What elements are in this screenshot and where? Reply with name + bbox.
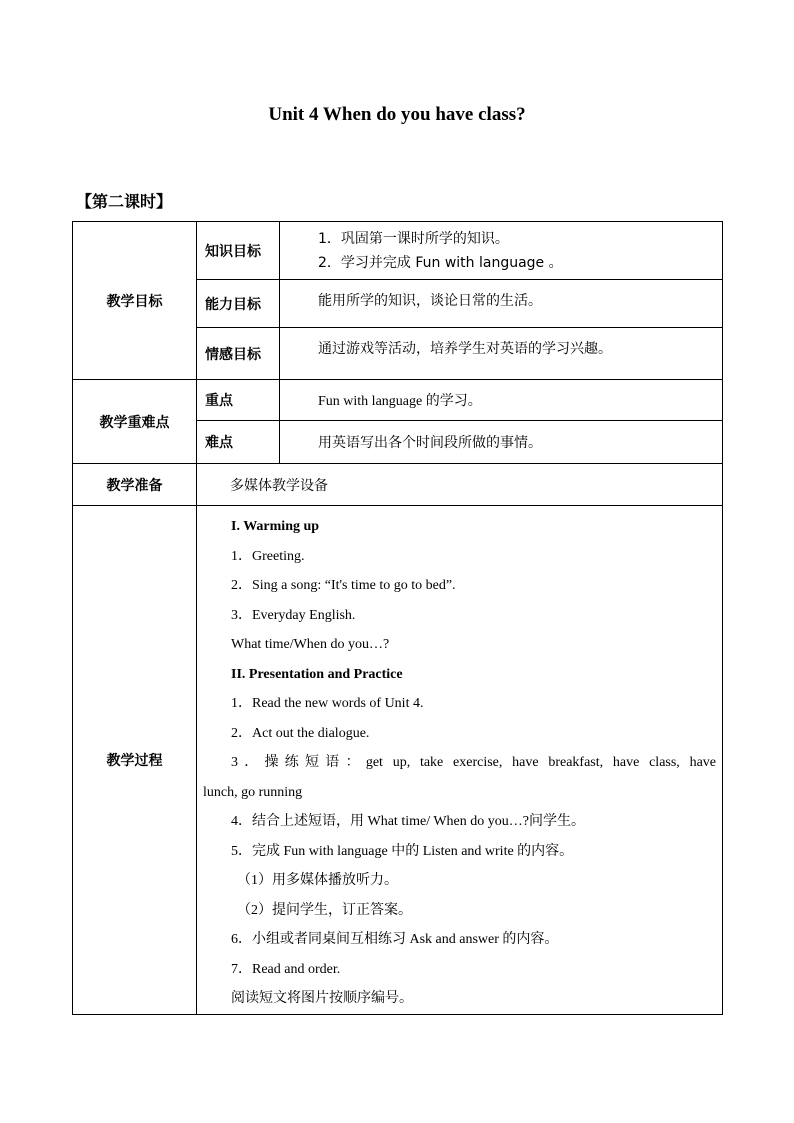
process-item: 4．结合上述短语，用 What time/ When do you…?问学生。 [231, 814, 585, 829]
focus-content: Fun with language 的学习。 [280, 380, 723, 421]
warmup-item: 3．Everyday English. [231, 607, 356, 623]
warmup-item: 1．Greeting. [231, 548, 305, 564]
preparation-category: 教学准备 [73, 464, 197, 506]
knowledge-goal-line: 2．学习并完成 Fun with language 。 [318, 254, 563, 271]
process-item: 6．小组或者同桌间互相练习 Ask and answer 的内容。 [231, 932, 559, 947]
focus-label: 重点 [197, 380, 280, 421]
process-subitem: （1）用多媒体播放听力。 [237, 873, 398, 888]
knowledge-goal-line: 1．巩固第一课时所学的知识。 [318, 230, 509, 247]
warmup-heading: I. Warming up [231, 519, 320, 534]
process-content [197, 506, 723, 1015]
warmup-item: 2．Sing a song: “It's time to go to bed”. [231, 578, 456, 593]
difficulty-content: 用英语写出各个时间段所做的事情。 [280, 421, 723, 464]
ability-goal-content: 能用所学的知识，谈论日常的生活。 [280, 280, 723, 328]
ability-goal-label: 能力目标 [197, 280, 280, 328]
presentation-heading: II. Presentation and Practice [231, 666, 403, 682]
document-title: Unit 4 When do you have class? [268, 104, 526, 125]
difficulty-label: 难点 [197, 421, 280, 464]
objective-knowledge-row [73, 222, 723, 280]
key-point-focus-row [73, 380, 723, 421]
process-item-continuation: lunch, go running [203, 784, 303, 800]
process-item: 1．Read the new words of Unit 4. [231, 696, 424, 711]
key-points-category: 教学重难点 [73, 380, 197, 464]
lesson-label: 【第二课时】 [76, 192, 173, 211]
process-item: 7．Read and order. [231, 961, 341, 977]
process-item: 2．Act out the dialogue. [231, 725, 370, 741]
preparation-row [73, 464, 723, 506]
process-item-note: 阅读短文将图片按顺序编号。 [231, 991, 413, 1006]
lesson-plan-table [72, 221, 723, 1015]
warmup-item: What time/When do you…? [231, 637, 390, 652]
preparation-content: 多媒体教学设备 [197, 464, 723, 506]
emotion-goal-content: 通过游戏等活动，培养学生对英语的学习兴趣。 [280, 328, 723, 380]
process-subitem: （2）提问学生，订正答案。 [237, 902, 412, 918]
process-row [73, 506, 723, 1015]
knowledge-goal-label: 知识目标 [197, 222, 280, 280]
process-category: 教学过程 [73, 506, 197, 1015]
emotion-goal-label: 情感目标 [197, 328, 280, 380]
objectives-category: 教学目标 [73, 222, 197, 380]
process-item: 3．操练短语：get up, take exercise, have breakfast, have class, have [231, 755, 716, 770]
process-item: 5．完成 Fun with language 中的 Listen and write 的内容。 [231, 843, 574, 859]
knowledge-goal-content [280, 222, 723, 280]
